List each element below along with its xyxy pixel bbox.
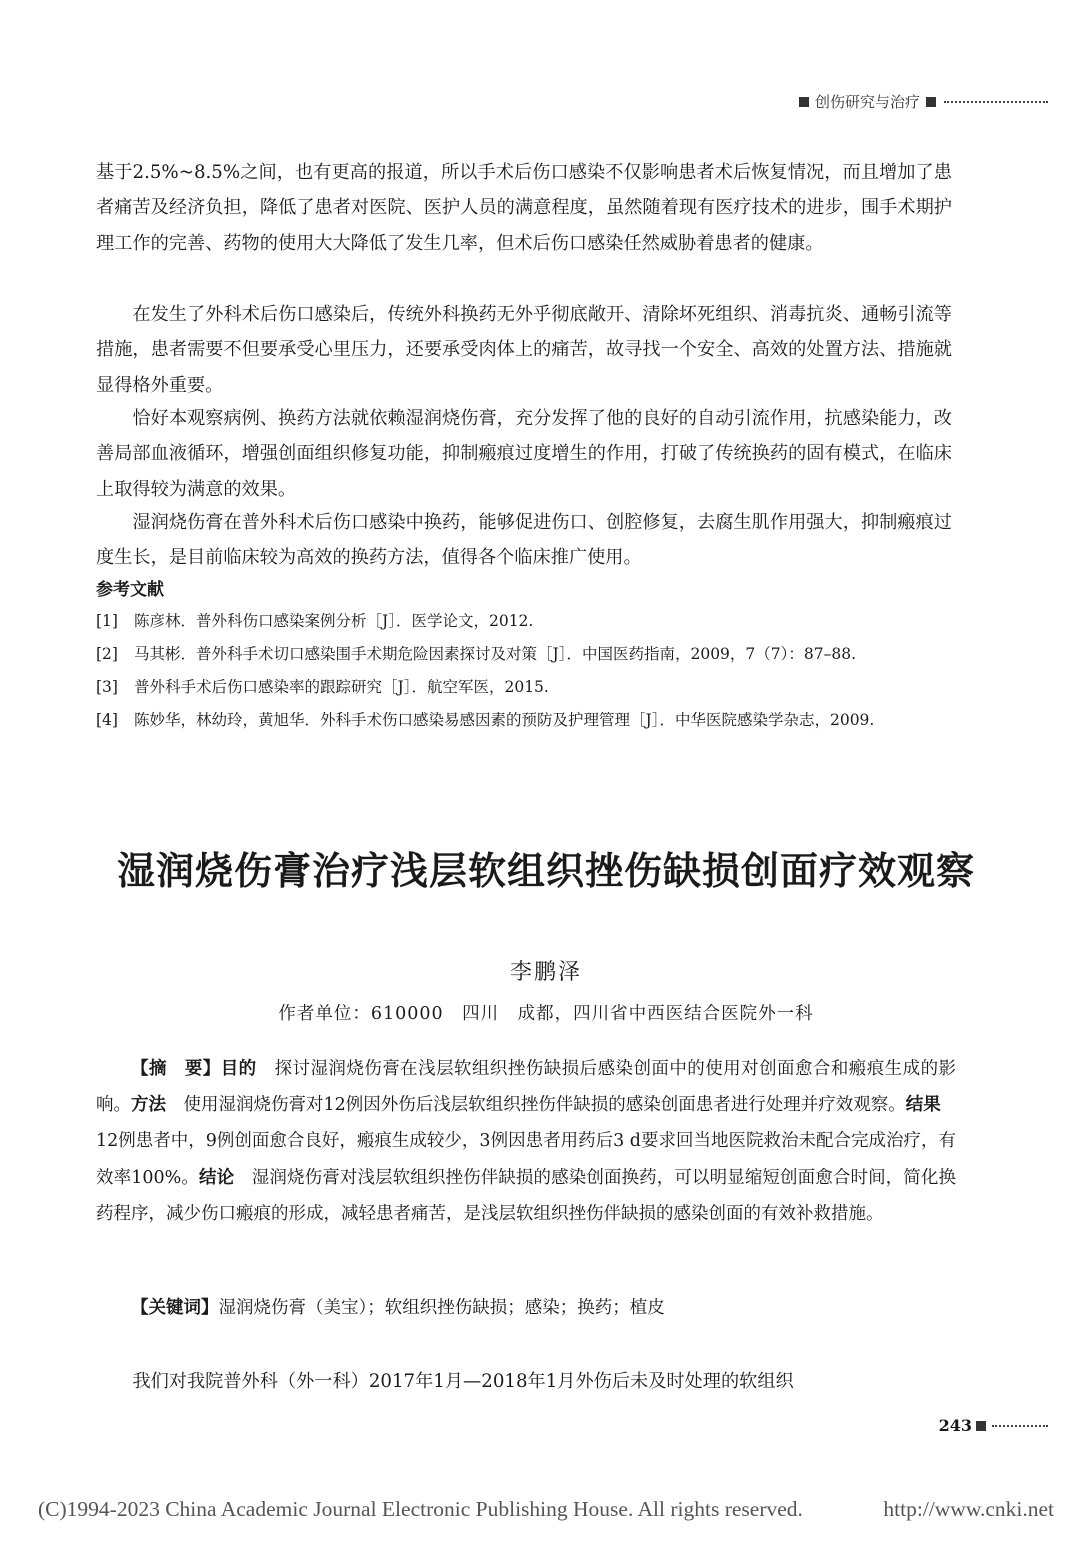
abstract	[96, 1051, 959, 1232]
body-paragraph	[96, 505, 952, 576]
paragraph-text: 在发生了外科术后伤口感染后，传统外科换药无外乎彻底敞开、清除坏死组织、消毒抗炎、通畅引流等措施，患者需要不但要承受心里压力，还要承受肉体上的痛苦，故寻找一个安全、高效的处置方法、措施就显得格外重要。	[96, 304, 952, 396]
abstract-purpose: 探讨湿润烧伤膏在浅层软组织挫伤缺损后感染创面中的使用对创面愈合和瘢痕生成的影响。	[96, 1059, 957, 1116]
reference-item	[96, 638, 958, 671]
page-folio	[939, 1416, 1048, 1435]
reference-list	[96, 605, 958, 737]
keywords	[96, 1290, 956, 1326]
dotted-rule	[992, 1425, 1048, 1427]
abstract-purpose-label: 目的	[220, 1059, 257, 1079]
article-author: 李鹏泽	[509, 960, 582, 985]
abstract-result-label: 结果	[905, 1095, 941, 1116]
reference-number: [4]	[96, 711, 118, 729]
reference-number: [2]	[96, 645, 118, 663]
reference-text: 陈妙华，林幼玲，黄旭华．外科手术伤口感染易感因素的预防及护理管理［J］．中华医院感染学杂志，2009.	[134, 711, 875, 729]
paragraph-text: 湿润烧伤膏在普外科术后伤口感染中换药，能够促进伤口、创腔修复，去腐生肌作用强大，抑制瘢痕过度生长，是目前临床较为高效的换药方法，值得各个临床推广使用。	[96, 512, 952, 569]
body-paragraph	[96, 401, 952, 507]
paragraph-text: 基于2.5%~8.5%之间，也有更高的报道，所以手术后伤口感染不仅影响患者术后恢复情况，而且增加了患者痛苦及经济负担，降低了患者对医院、医护人员的满意程度，虽然随着现有医疗技术的进步，围手术期护理工作的完善、药物的使用大大降低了发生几率，但术后伤口感染任然威胁着患者的健康。	[96, 162, 952, 254]
abstract-conclusion: 湿润烧伤膏对浅层软组织挫伤伴缺损的感染创面换药，可以明显缩短创面愈合时间，简化换药程序，减少伤口瘢痕的形成，减轻患者痛苦，是浅层软组织挫伤伴缺损的感染创面的有效补救措施。	[96, 1167, 957, 1224]
reference-item	[96, 704, 958, 737]
reference-number: [1]	[96, 612, 118, 630]
references-heading: 参考文献	[96, 580, 164, 600]
abstract-result: 12例患者中，9例创面愈合良好，瘢痕生成较少，3例因患者用药后3 d要求回当地医院救治未配合完成治疗，有效率100%。	[96, 1095, 959, 1188]
reference-number: [3]	[96, 678, 118, 696]
reference-item	[96, 605, 958, 638]
keywords-label: 【关键词】	[131, 1298, 219, 1318]
square-bullet-icon	[926, 97, 936, 107]
section-title: 创伤研究与治疗	[814, 93, 920, 111]
abstract-text	[96, 1051, 959, 1232]
paragraph-text: 恰好本观察病例、换药方法就依赖湿润烧伤膏，充分发挥了他的良好的自动引流作用，抗感染能力，改善局部血液循环，增强创面组织修复功能，抑制瘢痕过度增生的作用，打破了传统换药的固有模式，在临床上取得较为满意的效果。	[96, 408, 952, 500]
page-number: 243	[938, 1416, 972, 1435]
dotted-rule	[944, 101, 1048, 103]
running-header	[799, 91, 1048, 112]
reference-text: 马其彬．普外科手术切口感染围手术期危险因素探讨及对策［J］．中国医药指南，2009，7（7）：87–88.	[134, 645, 857, 663]
square-bullet-icon	[799, 97, 809, 107]
keywords-text: 湿润烧伤膏（美宝）；软组织挫伤缺损；感染；换药；植皮	[218, 1298, 665, 1318]
square-bullet-icon	[976, 1421, 986, 1431]
reference-text: 普外科手术后伤口感染率的跟踪研究［J］．航空军医，2015.	[134, 678, 549, 696]
intro-paragraph: 我们对我院普外科（外一科）2017年1月—2018年1月外伤后未及时处理的软组织	[132, 1371, 794, 1392]
abstract-conclusion-label: 结论	[198, 1167, 235, 1188]
author-affiliation: 作者单位：610000 四川 成都，四川省中西医结合医院外一科	[278, 1004, 814, 1024]
body-paragraph	[96, 155, 952, 261]
abstract-method: 使用湿润烧伤膏对12例因外伤后浅层软组织挫伤伴缺损的感染创面患者进行处理并疗效观察。	[166, 1095, 906, 1116]
reference-item	[96, 671, 958, 704]
copyright-text: (C)1994-2023 China Academic Journal Electronic Publishing House. All rights reserved.	[38, 1497, 803, 1521]
abstract-label: 【摘 要】	[131, 1059, 221, 1079]
body-paragraph	[96, 297, 952, 403]
article-title: 湿润烧伤膏治疗浅层软组织挫伤缺损创面疗效观察	[116, 848, 975, 893]
reference-text: 陈彦林．普外科伤口感染案例分析［J］．医学论文，2012.	[134, 612, 534, 630]
abstract-method-label: 方法	[131, 1095, 166, 1116]
footer-url: http://www.cnki.net	[883, 1497, 1054, 1521]
copyright-footer	[38, 1497, 1054, 1522]
